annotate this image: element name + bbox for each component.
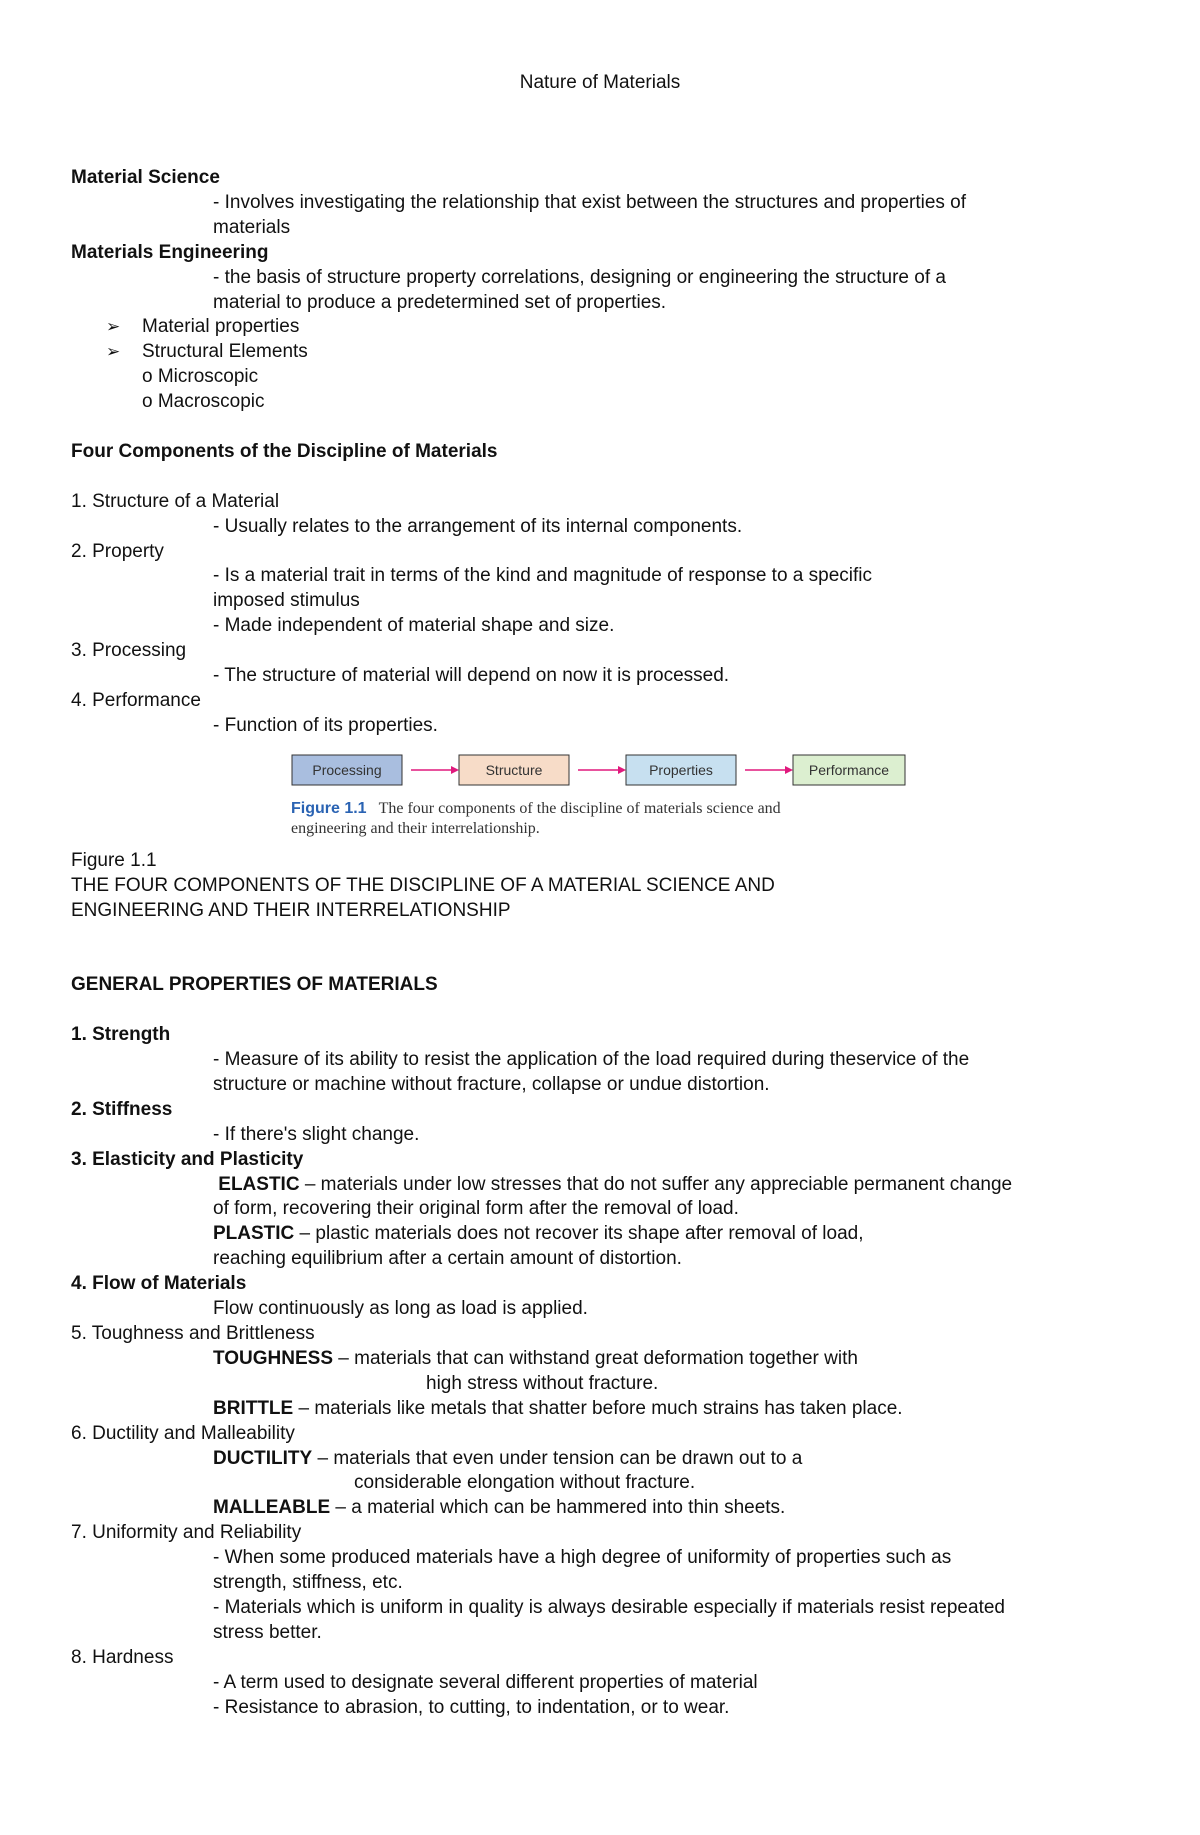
arrow-bullet-icon: ➢ <box>106 317 121 337</box>
term: MALLEABLE <box>213 1497 331 1519</box>
figure-number: Figure 1.1 <box>291 799 367 817</box>
text-line: strength, stiffness, etc. <box>213 1572 403 1594</box>
term: ELASTIC <box>218 1173 300 1195</box>
text-line: - When some produced materials have a high degree of uniformity of properties such as <box>213 1547 952 1569</box>
text-line: - Usually relates to the arrangement of its internal components. <box>213 515 743 537</box>
sub-item: o Macroscopic <box>142 391 265 413</box>
arrow-bullet-icon: ➢ <box>106 342 121 362</box>
property-label: 1. Strength <box>71 1024 171 1046</box>
text-line: PLASTIC – plastic materials does not recover its shape after removal of load, <box>213 1223 864 1245</box>
section-heading: Four Components of the Discipline of Materials <box>71 440 498 462</box>
property-label: 5. Toughness and Brittleness <box>71 1323 315 1344</box>
text-line: - A term used to designate several different properties of material <box>213 1671 758 1693</box>
text-line: MALLEABLE – a material which can be hammered into thin sheets. <box>213 1497 786 1519</box>
text-line: - Function of its properties. <box>213 714 438 736</box>
flow-arrow-icon <box>745 766 793 774</box>
text-line: BRITTLE – materials like metals that shatter before much strains has taken place. <box>213 1397 903 1419</box>
bullet-item: ➢ Material properties <box>71 315 1131 340</box>
flow-box-performance <box>793 755 905 785</box>
text-line: high stress without fracture. <box>426 1372 659 1394</box>
text-line: - If there's slight change. <box>213 1123 420 1145</box>
list-item-label: 1. Structure of a Material <box>71 490 280 512</box>
text-line: stress better. <box>213 1621 322 1643</box>
sub-item: o Microscopic <box>142 366 259 388</box>
property-label: 8. Hardness <box>71 1646 174 1668</box>
flow-arrow-icon <box>411 766 459 774</box>
flow-box-processing <box>292 755 402 785</box>
text-line: - The structure of material will depend on now it is processed. <box>213 665 730 687</box>
text-line: - Resistance to abrasion, to cutting, to indentation, or to wear. <box>213 1696 730 1718</box>
figure-label: Figure 1.1 <box>71 849 157 871</box>
section-heading: GENERAL PROPERTIES OF MATERIALS <box>71 974 438 996</box>
text-line: structure or machine without fracture, collapse or undue distortion. <box>213 1073 770 1095</box>
flow-arrow-icon <box>578 766 626 774</box>
property-label: 2. Stiffness <box>71 1098 173 1120</box>
text-line: - Measure of its ability to resist the application of the load required during theservice of the <box>213 1049 970 1071</box>
text-line: material to produce a predetermined set of properties. <box>213 291 667 313</box>
list-item-label: 4. Performance <box>71 690 201 711</box>
figure-caption: Figure 1.1 The four components of the discipline of materials science and engineering and their interrelationship. <box>291 799 781 837</box>
flow-box-properties <box>626 755 736 785</box>
svg-text:Performance: Performance <box>808 761 890 778</box>
text-line: Flow continuously as long as load is applied. <box>213 1298 588 1320</box>
document-body <box>71 166 1131 1721</box>
list-item-label: 3. Processing <box>71 640 187 662</box>
term: DUCTILITY <box>213 1447 313 1469</box>
property-label: 4. Flow of Materials <box>71 1273 247 1295</box>
term: TOUGHNESS <box>213 1347 334 1369</box>
figure-description: THE FOUR COMPONENTS OF THE DISCIPLINE OF A MATERIAL SCIENCE AND <box>71 874 775 896</box>
page-title: Nature of Materials <box>519 72 681 93</box>
text-line: ELASTIC – materials under low stresses that do not suffer any appreciable permanent change <box>218 1173 1013 1195</box>
text-line: reaching equilibrium after a certain amount of distortion. <box>213 1248 682 1270</box>
text-line: imposed stimulus <box>213 590 360 612</box>
text-line: - Made independent of material shape and size. <box>213 615 615 637</box>
figure-1-1 <box>71 749 1131 849</box>
text-line: - Involves investigating the relationship that exist between the structures and properties of <box>213 191 967 213</box>
text-line: - Materials which is uniform in quality is always desirable especially if materials resist repeated <box>213 1596 1005 1618</box>
text-line: DUCTILITY – materials that even under tension can be drawn out to a <box>213 1447 803 1469</box>
list-item-label: 2. Property <box>71 540 164 562</box>
svg-text:Properties: Properties <box>649 761 713 778</box>
text-line: - Is a material trait in terms of the kind and magnitude of response to a specific <box>213 565 872 587</box>
figure-description: ENGINEERING AND THEIR INTERRELATIONSHIP <box>71 899 511 921</box>
text-line: of form, recovering their original form after the removal of load. <box>213 1198 739 1220</box>
property-label: 6. Ductility and Malleability <box>71 1422 295 1444</box>
svg-text:Structure: Structure <box>485 761 543 778</box>
section-heading: Material Science <box>71 167 220 188</box>
flow-box-structure <box>459 755 569 785</box>
section-heading: Materials Engineering <box>71 241 269 263</box>
text-line: considerable elongation without fracture. <box>354 1472 696 1494</box>
components-flow-diagram <box>291 749 911 789</box>
term: BRITTLE <box>213 1397 294 1419</box>
text-line: - the basis of structure property correlations, designing or engineering the structure of a <box>213 266 946 288</box>
text-line: materials <box>213 216 291 238</box>
bullet-item: ➢ Structural Elements <box>71 340 1131 365</box>
svg-text:Processing: Processing <box>312 761 382 778</box>
text-line: TOUGHNESS – materials that can withstand great deformation together with <box>213 1347 858 1369</box>
term: PLASTIC <box>213 1223 295 1245</box>
property-label: 7. Uniformity and Reliability <box>71 1522 302 1544</box>
property-label: 3. Elasticity and Plasticity <box>71 1148 304 1170</box>
